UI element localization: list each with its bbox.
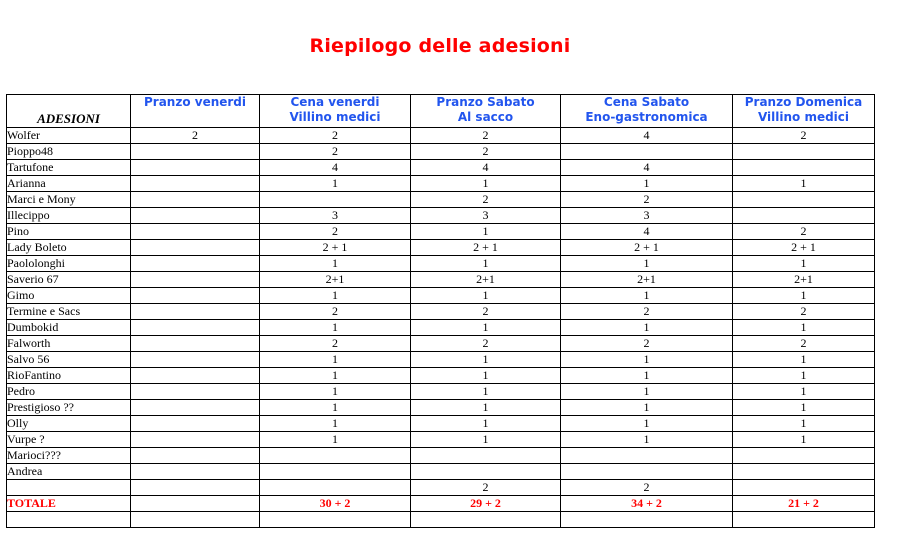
table-body	[7, 128, 875, 528]
cell-value	[260, 512, 411, 528]
participant-name: Pedro	[7, 384, 131, 400]
cell-value: 1	[561, 416, 733, 432]
cell-value	[131, 368, 260, 384]
participant-name: Falworth	[7, 336, 131, 352]
table-row	[7, 384, 875, 400]
participant-name: Paololonghi	[7, 256, 131, 272]
cell-value: 2	[260, 144, 411, 160]
column-header-line2: Al sacco	[457, 110, 514, 124]
column-header-line2: Eno-gastronomica	[585, 110, 708, 124]
cell-value: 2	[733, 128, 875, 144]
cell-value: 2	[411, 304, 561, 320]
cell-value: 1	[260, 384, 411, 400]
total-value: 30 + 2	[260, 496, 411, 512]
participant-name: Andrea	[7, 464, 131, 480]
cell-value: 1	[411, 288, 561, 304]
cell-value	[131, 320, 260, 336]
cell-value: 1	[260, 368, 411, 384]
table-row	[7, 416, 875, 432]
cell-value: 1	[411, 432, 561, 448]
cell-value: 2	[260, 224, 411, 240]
cell-value	[131, 432, 260, 448]
cell-value: 1	[260, 400, 411, 416]
cell-value	[733, 208, 875, 224]
table-row	[7, 512, 875, 528]
table-row	[7, 352, 875, 368]
cell-value	[131, 224, 260, 240]
cell-value	[733, 144, 875, 160]
cell-value: 1	[561, 384, 733, 400]
cell-value: 1	[561, 288, 733, 304]
cell-value: 2+1	[260, 272, 411, 288]
cell-value: 2	[260, 128, 411, 144]
cell-value	[733, 464, 875, 480]
cell-value: 1	[733, 384, 875, 400]
cell-value: 1	[411, 320, 561, 336]
participant-name: Pioppo48	[7, 144, 131, 160]
participant-name: Vurpe ?	[7, 432, 131, 448]
cell-value	[561, 448, 733, 464]
cell-value: 1	[411, 224, 561, 240]
table-row	[7, 288, 875, 304]
participant-name: Illecippo	[7, 208, 131, 224]
cell-value	[131, 336, 260, 352]
cell-value: 2	[561, 480, 733, 496]
cell-value	[733, 480, 875, 496]
participant-name: Dumbokid	[7, 320, 131, 336]
cell-value	[131, 288, 260, 304]
cell-value: 1	[561, 352, 733, 368]
table-row	[7, 320, 875, 336]
cell-value	[131, 416, 260, 432]
table-row	[7, 144, 875, 160]
cell-value: 2	[733, 224, 875, 240]
participant-name: RioFantino	[7, 368, 131, 384]
cell-value: 2	[561, 336, 733, 352]
cell-value	[131, 304, 260, 320]
participant-name: Prestigioso ??	[7, 400, 131, 416]
cell-value: 1	[260, 288, 411, 304]
cell-value: 1	[411, 176, 561, 192]
cell-value: 1	[733, 288, 875, 304]
participant-name: Salvo 56	[7, 352, 131, 368]
table-row	[7, 192, 875, 208]
cell-value: 2	[131, 128, 260, 144]
cell-value: 2+1	[733, 272, 875, 288]
cell-value	[733, 160, 875, 176]
cell-value: 1	[411, 400, 561, 416]
cell-value	[131, 176, 260, 192]
participant-name: Olly	[7, 416, 131, 432]
cell-value: 1	[733, 400, 875, 416]
cell-value: 1	[411, 416, 561, 432]
page-title: Riepilogo delle adesioni	[309, 35, 571, 57]
total-value: 29 + 2	[411, 496, 561, 512]
table-row	[7, 160, 875, 176]
cell-value: 1	[733, 416, 875, 432]
cell-value: 1	[411, 384, 561, 400]
cell-value	[131, 256, 260, 272]
cell-value	[131, 384, 260, 400]
cell-value	[131, 144, 260, 160]
cell-value: 4	[411, 160, 561, 176]
total-value: 34 + 2	[561, 496, 733, 512]
table-row	[7, 480, 875, 496]
table-row	[7, 240, 875, 256]
cell-value: 1	[733, 176, 875, 192]
cell-value: 2 + 1	[561, 240, 733, 256]
participant-name: Tartufone	[7, 160, 131, 176]
participant-name: Arianna	[7, 176, 131, 192]
table-row	[7, 448, 875, 464]
cell-value: 1	[411, 256, 561, 272]
participant-name: Termine e Sacs	[7, 304, 131, 320]
cell-value: 3	[561, 208, 733, 224]
cell-value	[260, 464, 411, 480]
cell-value: 2	[733, 304, 875, 320]
table-row	[7, 224, 875, 240]
cell-value: 4	[561, 224, 733, 240]
cell-value	[131, 208, 260, 224]
participant-name: Marioci???	[7, 448, 131, 464]
table-row	[7, 208, 875, 224]
cell-value	[131, 464, 260, 480]
cell-value	[411, 512, 561, 528]
cell-value	[411, 464, 561, 480]
cell-value: 1	[260, 432, 411, 448]
column-header-cena-sabato	[561, 95, 733, 128]
corner-label: ADESIONI	[7, 95, 131, 128]
cell-value: 1	[411, 368, 561, 384]
cell-value: 1	[561, 400, 733, 416]
cell-value: 4	[561, 160, 733, 176]
participant-name	[7, 512, 131, 528]
participant-name: Lady Boleto	[7, 240, 131, 256]
cell-value	[561, 144, 733, 160]
column-header-line1: Cena Sabato	[603, 95, 690, 109]
table-row	[7, 368, 875, 384]
cell-value: 1	[561, 432, 733, 448]
cell-value: 1	[561, 368, 733, 384]
participant-name: Pino	[7, 224, 131, 240]
column-header-cena-venerdi	[260, 95, 411, 128]
adesioni-table	[6, 94, 875, 528]
cell-value: 1	[260, 352, 411, 368]
cell-value	[131, 352, 260, 368]
cell-value: 2	[411, 480, 561, 496]
cell-value: 1	[260, 256, 411, 272]
cell-value: 4	[260, 160, 411, 176]
cell-value: 2	[561, 304, 733, 320]
table-row	[7, 256, 875, 272]
cell-value: 2	[411, 192, 561, 208]
cell-value	[131, 400, 260, 416]
cell-value: 1	[260, 176, 411, 192]
participant-name	[7, 480, 131, 496]
cell-value	[260, 480, 411, 496]
cell-value	[131, 240, 260, 256]
cell-value: 1	[561, 320, 733, 336]
table-row	[7, 128, 875, 144]
cell-value	[260, 192, 411, 208]
cell-value: 2	[411, 144, 561, 160]
cell-value: 1	[733, 352, 875, 368]
cell-value: 2 + 1	[260, 240, 411, 256]
column-header-pranzo-sabato	[411, 95, 561, 128]
column-header-line1: Pranzo venerdi	[143, 95, 247, 109]
cell-value	[561, 512, 733, 528]
column-header-line2: Villino medici	[289, 110, 381, 124]
cell-value: 1	[733, 256, 875, 272]
cell-value: 2	[260, 304, 411, 320]
cell-value	[733, 512, 875, 528]
cell-value: 2	[733, 336, 875, 352]
cell-value	[561, 464, 733, 480]
cell-value: 2+1	[411, 272, 561, 288]
participant-name: Gimo	[7, 288, 131, 304]
cell-value	[131, 160, 260, 176]
participant-name: Wolfer	[7, 128, 131, 144]
total-value: 21 + 2	[733, 496, 875, 512]
table-row	[7, 304, 875, 320]
cell-value	[733, 448, 875, 464]
cell-value: 2 + 1	[733, 240, 875, 256]
column-header-pranzo-domenica	[733, 95, 875, 128]
cell-value: 3	[411, 208, 561, 224]
cell-value	[733, 192, 875, 208]
cell-value	[131, 480, 260, 496]
cell-value: 1	[733, 432, 875, 448]
total-value	[131, 496, 260, 512]
table-row	[7, 464, 875, 480]
cell-value	[131, 448, 260, 464]
cell-value: 2 + 1	[411, 240, 561, 256]
total-row	[7, 496, 875, 512]
column-header-line2: Villino medici	[757, 110, 850, 124]
cell-value: 1	[561, 176, 733, 192]
column-header-line1: Cena venerdi	[290, 95, 380, 109]
column-header-pranzo-venerdi	[131, 95, 260, 128]
cell-value: 4	[561, 128, 733, 144]
table-row	[7, 400, 875, 416]
cell-value	[131, 512, 260, 528]
cell-value: 2+1	[561, 272, 733, 288]
cell-value: 1	[260, 320, 411, 336]
cell-value: 1	[733, 320, 875, 336]
table-row	[7, 176, 875, 192]
cell-value: 1	[561, 256, 733, 272]
cell-value: 2	[561, 192, 733, 208]
column-header-line1: Pranzo Domenica	[744, 95, 863, 109]
participant-name: Saverio 67	[7, 272, 131, 288]
total-label: TOTALE	[7, 496, 131, 512]
cell-value	[131, 192, 260, 208]
table-row	[7, 272, 875, 288]
table-row	[7, 432, 875, 448]
cell-value: 3	[260, 208, 411, 224]
participant-name: Marci e Mony	[7, 192, 131, 208]
cell-value	[131, 272, 260, 288]
column-header-line1: Pranzo Sabato	[436, 95, 535, 109]
cell-value: 1	[411, 352, 561, 368]
cell-value: 1	[260, 416, 411, 432]
cell-value	[411, 448, 561, 464]
cell-value: 1	[733, 368, 875, 384]
cell-value: 2	[260, 336, 411, 352]
cell-value: 2	[411, 128, 561, 144]
cell-value	[260, 448, 411, 464]
cell-value: 2	[411, 336, 561, 352]
table-row	[7, 336, 875, 352]
header-row	[7, 95, 875, 128]
